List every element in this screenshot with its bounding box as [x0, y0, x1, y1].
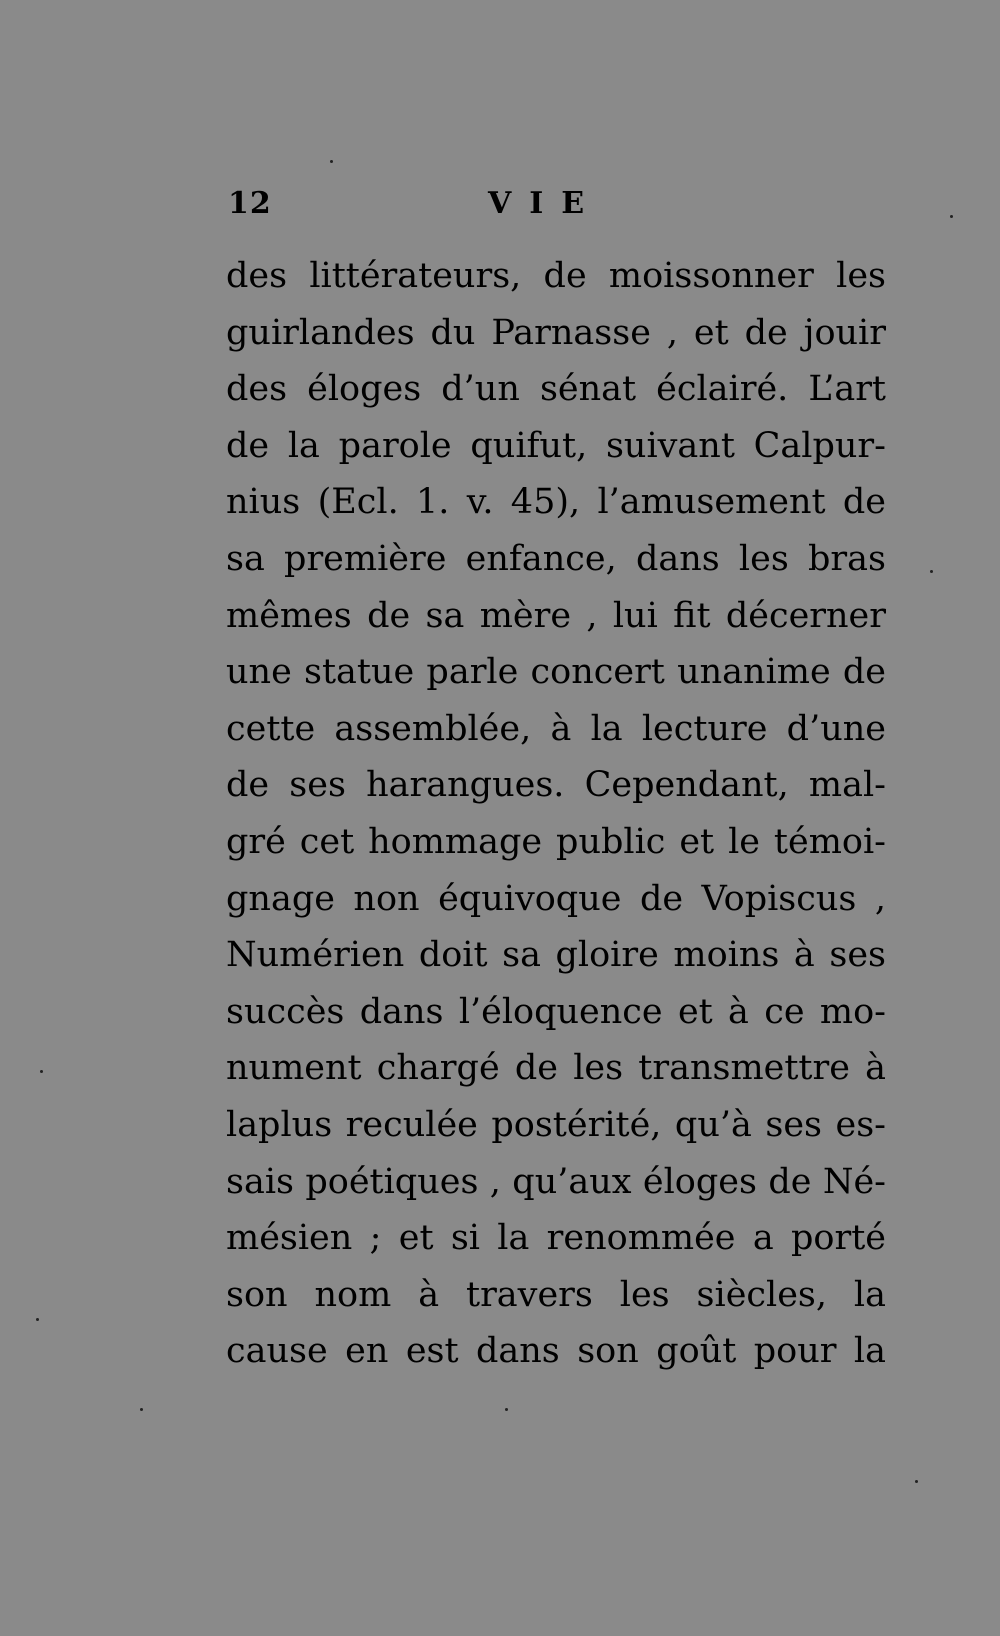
text-line: des littérateurs, de moissonner les — [226, 256, 886, 296]
page-header — [228, 186, 888, 236]
paper-speck — [330, 160, 333, 163]
text-line: nius (Ecl. 1. v. 45), l’amusement de — [226, 482, 886, 523]
text-line: sais poétiques , qu’aux éloges de Né- — [226, 1161, 886, 1202]
paper-speck — [140, 1408, 143, 1411]
text-line: sa première enfance, dans les bras — [226, 538, 886, 579]
text-line: de la parole quifut, suivant Calpur- — [226, 425, 886, 466]
text-line: gré cet hommage public et le témoi- — [226, 821, 886, 862]
paper-speck — [915, 1480, 918, 1483]
text-line: Numérien doit sa gloire moins à ses — [226, 935, 886, 976]
paper-speck — [40, 1070, 43, 1073]
text-line: nument chargé de les transmettre à — [226, 1048, 886, 1089]
text-line: mêmes de sa mère , lui fit décerner — [226, 595, 886, 636]
text-line: gnage non équivoque de Vopiscus , — [226, 878, 886, 919]
paper-speck — [505, 1408, 508, 1411]
text-line: des éloges d’un sénat éclairé. L’art — [226, 369, 886, 410]
text-line: cause en est dans son goût pour la — [226, 1331, 886, 1372]
body-text — [226, 248, 886, 1380]
page-number: 12 — [228, 186, 272, 221]
text-line: laplus reculée postérité, qu’à ses es- — [226, 1104, 886, 1145]
text-line: une statue parle concert unanime de — [226, 652, 886, 693]
paper-speck — [950, 215, 953, 218]
paper-speck — [36, 1318, 39, 1321]
text-line: cette assemblée, à la lecture d’une — [226, 708, 886, 749]
text-line: son nom à travers les siècles, la — [226, 1274, 886, 1315]
paper-speck — [930, 570, 933, 573]
text-line: guirlandes du Parnasse , et de jouir — [226, 312, 886, 353]
text-line: mésien ; et si la renommée a porté — [226, 1218, 886, 1259]
text-line: de ses harangues. Cependant, mal- — [226, 765, 886, 806]
text-line: succès dans l’éloquence et à ce mo- — [226, 991, 886, 1032]
running-title: VIE — [488, 186, 603, 221]
